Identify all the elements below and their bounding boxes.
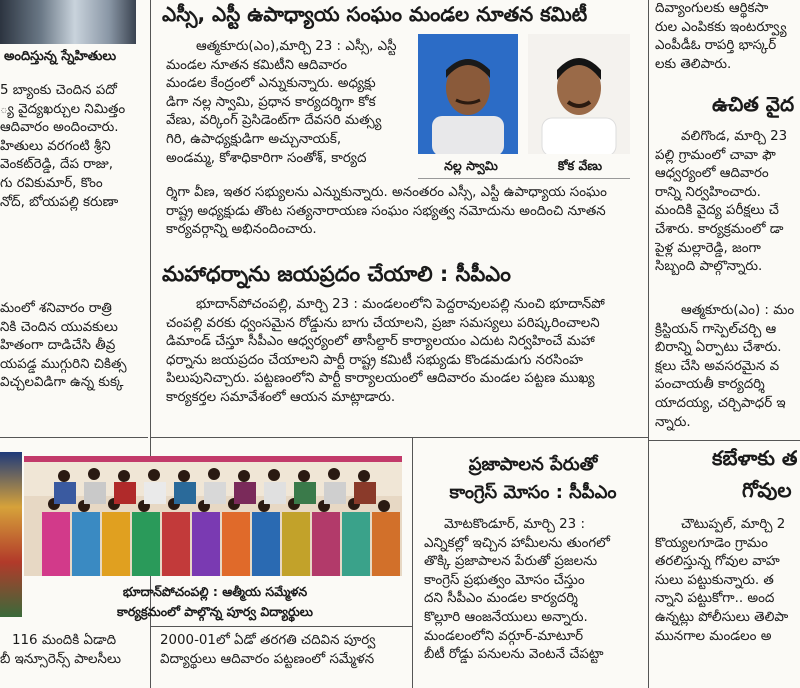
text-line: ధర్నాను జయప్రదం చేయాలని పార్టీ రాష్ట్ర కమిటీ సభ్యుడు కొండమడుగు నరసింహ bbox=[166, 352, 583, 368]
bottom-center-article bbox=[160, 632, 410, 669]
text-line: ఎన్నికల్లో ఇచ్చిన హామీలను తుంగలో bbox=[424, 535, 610, 551]
text-line: ఆత్మకూరు(ఎం) : మం bbox=[681, 303, 795, 318]
portrait-illustration bbox=[528, 34, 630, 154]
text-line: మండల నూతన కమిటీని ఆదివారం bbox=[166, 57, 348, 73]
portrait2-caption: కోక వేణు bbox=[557, 158, 603, 173]
text-line: రాన్ని నిర్వహించారు. bbox=[655, 184, 761, 200]
left-divider bbox=[0, 437, 148, 438]
portrait-koka-venu bbox=[528, 34, 630, 154]
text-line: న్నారు. bbox=[655, 414, 691, 430]
text-line: ఆధ్వర్యంలో ఆదివారం bbox=[655, 166, 769, 182]
text-line: వేణు, వర్కింగ్ ప్రెసిడెంట్‌గా దేవసరి మత్స్య bbox=[166, 113, 382, 129]
caption-underline bbox=[418, 178, 630, 179]
text-line: హితంగా దాడిచేసి తీవ్ర bbox=[0, 338, 116, 354]
text-line: చౌటుప్పల్, మార్చి 2 bbox=[681, 517, 786, 532]
text-line: ఉన్నట్లు పోలీసులు తెలిపా bbox=[655, 609, 789, 625]
group-illustration bbox=[24, 456, 402, 576]
headline-cows-slaughter: కబేళాకు త bbox=[712, 446, 798, 470]
text-line: 5 బ్యాంకు చెందిన పదో bbox=[0, 83, 117, 98]
text-line: క్రిస్టియన్ గాస్పెల్‌చర్చి ఆ bbox=[655, 321, 777, 337]
article1-narrow bbox=[166, 38, 412, 168]
section-divider bbox=[150, 437, 648, 438]
text-line: రుల ఎంపికకు ఇంటర్వ్యూ bbox=[655, 19, 787, 35]
group-photo-caption-line2: కార్యక్రమంలో పాల్గొన్న పూర్వ విద్యార్థులు bbox=[117, 604, 313, 619]
text-line: అండమ్మ, కోశాధికారిగా సంతోశ్, కార్యద bbox=[166, 150, 367, 166]
text-line: క్షలు చేసి అవసరమైన వ bbox=[655, 358, 780, 374]
text-line: మందికి వైద్య పరీక్షలు చే bbox=[655, 203, 779, 219]
text-line: వెంకట్‌రెడ్డి, దేప రాజు, bbox=[0, 157, 113, 173]
headline-maha-dharna: మహాధర్నాను జయప్రదం చేయాలి : సీపీఎం bbox=[162, 262, 511, 286]
group-photo-caption-line1: భూదాన్‌పోచంపల్లి : ఆత్మీయ సమ్మేళన bbox=[122, 584, 308, 599]
text-line: వలిగొండ, మార్చి 23 bbox=[681, 129, 788, 144]
article3 bbox=[424, 516, 642, 665]
headline-sc-st-teachers: ఎస్సీ, ఎస్టీ ఉపాధ్యాయ సంఘం మండల నూతన కమిటీ bbox=[162, 2, 588, 26]
text-line: బీటీ రోడ్డు పనులను వెంటనే చేపట్టా bbox=[424, 647, 604, 663]
left-photo-caption: అందిస్తున్న స్నేహితులు bbox=[4, 49, 117, 64]
text-line: పిలుపునిచ్చారు. పట్టణంలోని పార్టీ కార్యాలయంలో ఆదివారం మండల పట్టణ ముఖ్య bbox=[166, 371, 595, 387]
text-line: న్నాని పట్టుకోగా.. అంద bbox=[655, 591, 775, 607]
text-line: చంపల్లి వరకు ధ్వంసమైన రోడ్డును బాగు చేయాలని, ప్రజా సమస్యలు పరిష్కరించాలని bbox=[166, 315, 600, 331]
right-article3 bbox=[655, 516, 800, 646]
text-line: భూదాన్‌పోచంపల్లి, మార్చి 23 : మండలంలోని పెద్దరావులపల్లి నుంచి భూదాన్‌పో bbox=[196, 297, 605, 312]
text-line: నోద్, బోయపల్లి కరుణా bbox=[0, 194, 119, 210]
text-line: రాష్ట్ర అధ్యక్షుడు తొంట సత్యనారాయణ సంఘం సభ్యత్వ నమోదును అందించి నూతన bbox=[166, 203, 606, 219]
text-line: కార్యవర్గాన్ని అభినందించారు. bbox=[166, 222, 317, 238]
text-line: గు రవికుమార్, కొంం bbox=[0, 175, 103, 191]
text-line: పల్లి గ్రామంలో చావా ఫౌ bbox=[655, 147, 776, 163]
text-line: మునగాల మండలం అ bbox=[655, 628, 772, 644]
text-line: బీ ఇన్సూరెన్స్ పాలసీలు bbox=[0, 651, 122, 667]
right-article2 bbox=[655, 302, 800, 432]
text-line: సిబ్బంది పాల్గొన్నారు. bbox=[655, 259, 763, 275]
headline-free-medical: ఉచిత వైద bbox=[712, 92, 795, 116]
text-line: కాంగ్రెస్ ప్రభుత్వం మోసం చేస్తుం bbox=[424, 572, 585, 588]
text-line: ఆత్మకూరు(ఎం),మార్చి 23 : ఎస్సీ, ఎస్టీ bbox=[196, 39, 397, 54]
text-line: మోటకొండూర్, మార్చి 23 : bbox=[444, 517, 585, 532]
text-line: ్య వైద్యఖర్చుల నిమిత్తం bbox=[0, 101, 126, 117]
left-article-block2 bbox=[0, 300, 140, 393]
portrait-illustration bbox=[418, 34, 518, 154]
left-bottom-text bbox=[0, 632, 150, 669]
text-line: నికి చెందిన యువకులు bbox=[0, 319, 118, 335]
text-line: యాదయ్య, చర్చిపాధర్ ఇ bbox=[655, 395, 786, 411]
left-bottom-photo bbox=[0, 452, 22, 617]
caption-underline bbox=[150, 626, 412, 627]
column-rule bbox=[648, 0, 649, 688]
text-line: కొయ్యలగూడెం గ్రామం bbox=[655, 535, 768, 551]
headline-cows-slaughter-2: గోవుల bbox=[742, 478, 792, 502]
text-line: మంలో శనివారం రాత్రి bbox=[0, 301, 112, 316]
text-line: చేశారు. కార్యక్రమంలో డా bbox=[655, 221, 784, 237]
article1-wide bbox=[166, 184, 638, 240]
text-line: డిమాండ్ చేస్తూ సీపీఎం ఆధ్వర్యంలో తాసీల్దార్ కార్యాలయం ఎదుట నిర్వహించే మహా bbox=[166, 334, 595, 350]
text-line: హితులు వరగంటి శ్రీని bbox=[0, 138, 111, 154]
text-line: బిరాన్ని ఏర్పాటు చేశారు. bbox=[655, 340, 782, 356]
text-line: విచ్చలవిడిగా ఉన్న కుక్క bbox=[0, 375, 124, 391]
text-line: తరలిస్తున్న గోవుల వాహ bbox=[655, 554, 780, 570]
left-top-photo bbox=[0, 0, 136, 44]
text-line: కార్యకర్తల సమావేశంలో ఆయన మాట్లాడారు. bbox=[166, 389, 396, 405]
section-divider bbox=[648, 440, 800, 441]
text-line: ఆదివారం అందించారు. bbox=[0, 120, 119, 136]
group-photo-alumni bbox=[24, 456, 402, 576]
portrait1-caption: నల్ల స్వామి bbox=[444, 158, 498, 173]
text-line: మండల కేంద్రంలో ఎన్నుకున్నారు. అధ్యక్షు bbox=[166, 76, 376, 92]
headline-congress-cheating: కాంగ్రెస్ మోసం : సీపీఎం bbox=[449, 482, 617, 503]
text-line: పైళ్ల మల్లారెడ్డి, జంగా bbox=[655, 240, 761, 256]
text-line: లకు తెలిపారు. bbox=[655, 56, 732, 72]
portrait-nalla-swamy bbox=[418, 34, 518, 154]
text-line: పంచాయతీ కార్యదర్శి bbox=[655, 377, 765, 393]
text-line: ర్శిగా వీణ, ఇతర సభ్యులను ఎన్నుకున్నారు. అనంతరం ఎస్సీ, ఎస్టీ ఉపాధ్యాయ సంఘం bbox=[166, 185, 607, 200]
text-line: డిగా నల్ల స్వామి, ప్రధాన కార్యదర్శిగా కోక bbox=[166, 94, 376, 110]
text-line: గిరి, ఉపాధ్యక్షుడిగా అచ్చునాయక్, bbox=[166, 131, 342, 147]
left-article-block1 bbox=[0, 82, 140, 212]
text-line: దని సీపీఎం మండల కార్యదర్శి bbox=[424, 591, 578, 607]
text-line: సులు పట్టుకున్నారు. త bbox=[655, 572, 774, 588]
text-line: దివ్యాంగులకు ఆర్థికసా bbox=[655, 1, 769, 16]
text-line: తొక్కి ప్రజాపాలన పేరుతో ప్రజలను bbox=[424, 554, 598, 570]
headline-prajapalana: ప్రజాపాలన పేరుతో bbox=[468, 454, 598, 475]
right-top-text bbox=[655, 0, 800, 74]
text-line: మండలంలోని వర్గూర్-మాటూర్ bbox=[424, 628, 584, 644]
right-article1 bbox=[655, 128, 800, 277]
text-line: విద్యార్థులు ఆదివారం పట్టణంలో సమ్మేళన bbox=[160, 651, 375, 667]
article2 bbox=[166, 296, 638, 408]
text-line: కొల్లూరి ఆంజనేయులు అన్నారు. bbox=[424, 609, 588, 625]
text-line: ఎంపీడీఓ రాపర్తి భాస్కర్ bbox=[655, 38, 777, 54]
text-line: 116 మందికి ఏడాది bbox=[12, 633, 117, 648]
text-line: 2000-01లో ఏడో తరగతి చదివిన పూర్వ bbox=[160, 633, 376, 648]
column-rule bbox=[412, 437, 413, 688]
text-line: యపడ్డ ముగ్గురిని చికిత్స bbox=[0, 356, 127, 372]
